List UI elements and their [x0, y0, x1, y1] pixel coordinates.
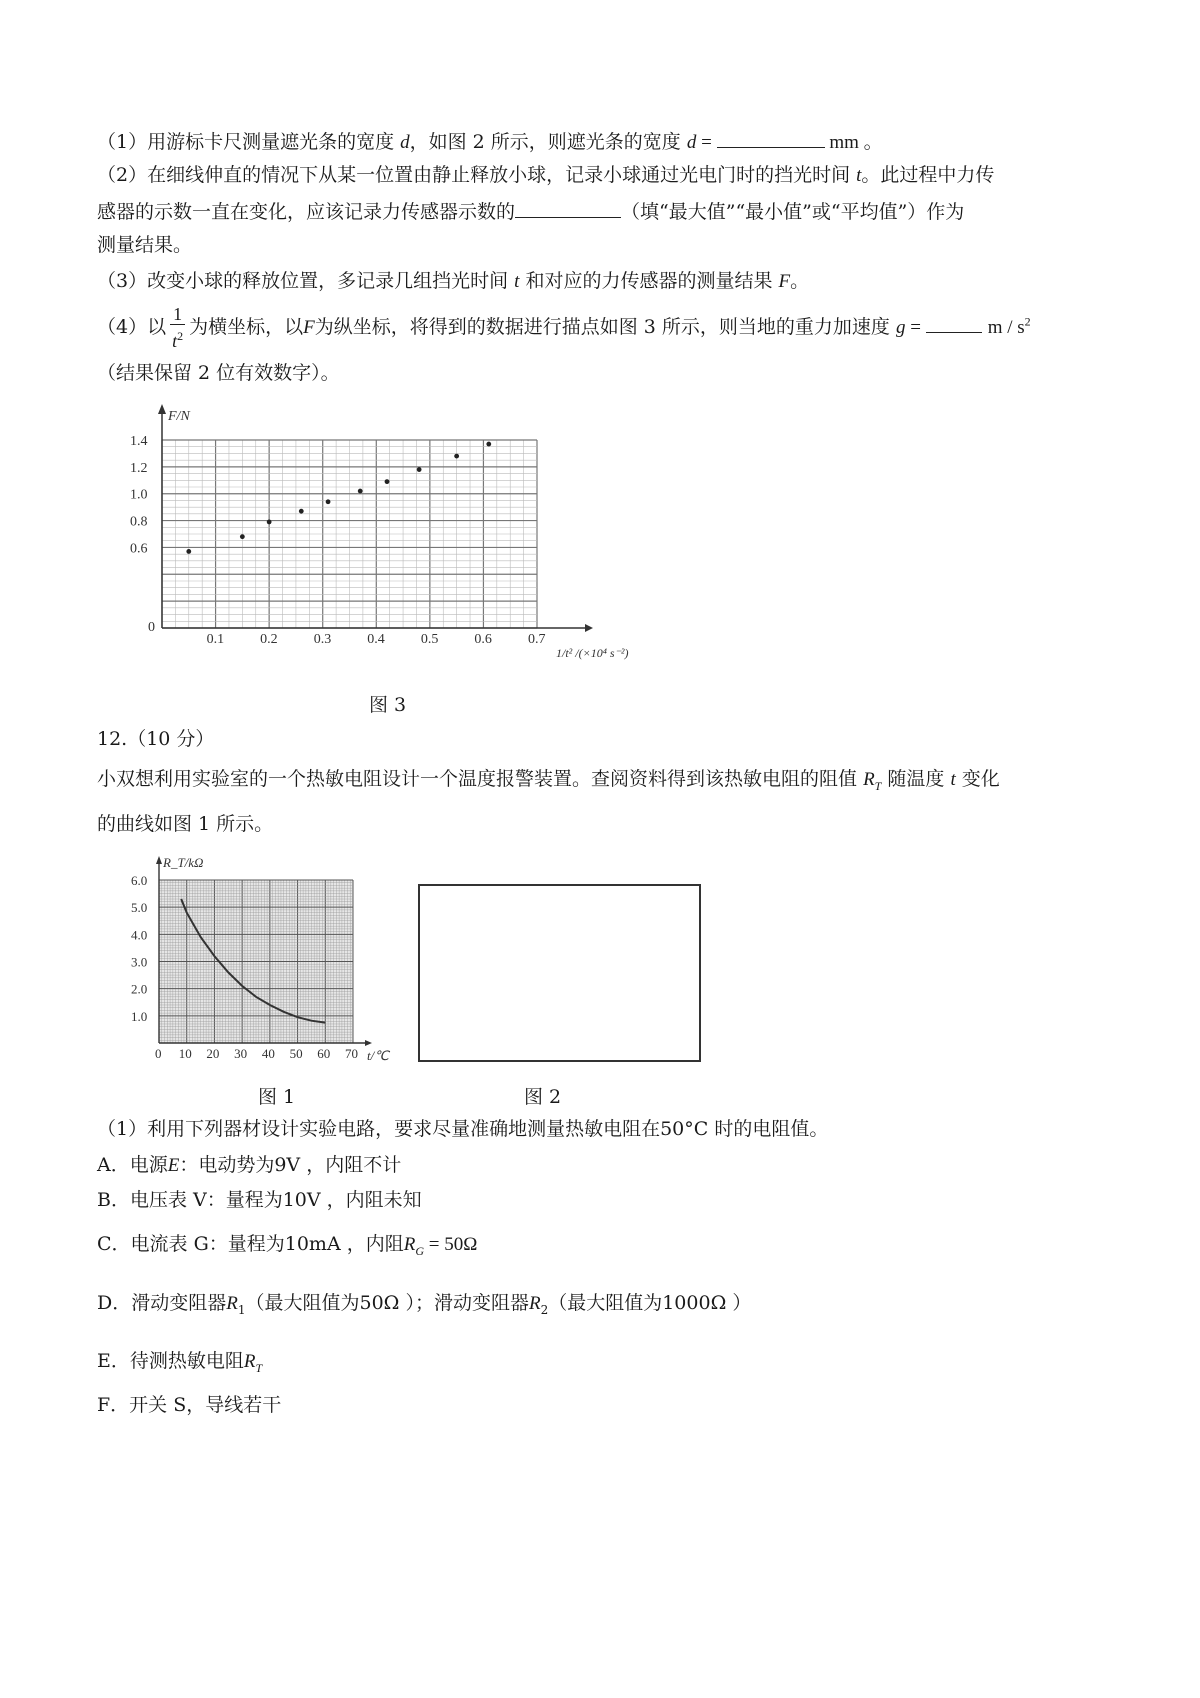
fig3-x-tick-label: 0.6	[474, 632, 492, 647]
q11-part3	[97, 269, 809, 294]
q11-part2-text: （2）在细线伸直的情况下从某一位置由静止释放小球，记录小球通过光电门时的挡光时间	[97, 164, 851, 186]
q11-part2-end2: （填“最大值”“最小值”或“平均值”）作为	[621, 201, 965, 223]
fig3-x-tick-label: 0.7	[528, 632, 546, 647]
fig3-y-tick-label: 1.0	[130, 487, 148, 503]
fig1-y-tick-label: 4.0	[131, 927, 148, 943]
q11-part4b-text: （结果保留 2 位有效数字）。	[97, 362, 340, 384]
fig1-x-tick-label: 50	[289, 1046, 303, 1061]
fig3-y-arrow	[158, 404, 166, 414]
var-R: R	[403, 1234, 416, 1255]
q11-part1	[97, 129, 883, 155]
figure-3-scatter-chart	[120, 400, 660, 670]
fig3-y-tick-label: 1.4	[130, 434, 148, 449]
fraction-den-t: t	[172, 331, 178, 351]
fig3-data-point	[326, 499, 331, 504]
option-b: B．电压表 V：量程为10V ，内阻未知	[97, 1189, 422, 1211]
q12-heading: 12.（10 分）	[97, 728, 215, 750]
var-R1: R	[226, 1293, 238, 1314]
fig3-x-tick-label: 0.3	[313, 632, 332, 647]
fig3-data-point	[486, 442, 491, 447]
option-c	[97, 1232, 477, 1263]
fig3-y-tick-label: 1.2	[130, 460, 148, 476]
q12-intro-line2: 的曲线如图 1 所示。	[97, 813, 274, 835]
var-t: t	[856, 165, 862, 186]
option-a	[97, 1153, 401, 1178]
var-R: R	[863, 769, 875, 790]
figure-1-resistance-curve	[127, 853, 402, 1066]
option-e-text: E．待测热敏电阻	[97, 1350, 244, 1372]
fig3-x-arrow	[585, 624, 593, 632]
option-d-end: （最大阻值为1000Ω ）	[548, 1292, 752, 1314]
fig1-y-axis-label: R_T/kΩ	[163, 855, 204, 870]
fig3-y-tick-label: 0.6	[130, 541, 148, 557]
var-F: F	[303, 317, 315, 338]
q11-part1-text: （1）用游标卡尺测量遮光条的宽度	[97, 131, 395, 153]
fig1-caption: 图 1	[258, 1086, 296, 1108]
fig3-data-point	[385, 479, 390, 484]
q11-part4	[97, 304, 1031, 352]
fig1-x-axis-label: t/℃	[367, 1048, 389, 1063]
fig1-x-tick-label: 70	[345, 1046, 358, 1061]
q11-part2-end: 。此过程中力传	[861, 164, 995, 186]
sub-T: T	[874, 778, 882, 793]
var-E: E	[167, 1155, 180, 1176]
var-d: d	[400, 132, 410, 153]
fig1-x-tick-label: 30	[234, 1046, 248, 1061]
answer-blank-d[interactable]	[717, 129, 825, 148]
q12-part1: （1）利用下列器材设计实验电路，要求尽量准确地测量热敏电阻在50°C 时的电阻值。	[97, 1118, 829, 1140]
fig3-x-tick-label: 0.1	[206, 632, 225, 647]
fig3-data-point	[417, 467, 422, 472]
fig3-y-axis-label: F/N	[168, 409, 190, 424]
fig3-data-point	[299, 509, 304, 514]
fig1-y-tick-label: 3.0	[131, 954, 148, 970]
unit-mm: mm 。	[824, 132, 883, 153]
sub-G: G	[415, 1243, 424, 1258]
fig1-x-tick-label: 10	[178, 1046, 192, 1061]
answer-blank-g[interactable]	[926, 314, 982, 333]
fig3-x-tick-label: 0.5	[420, 632, 439, 647]
option-d-text: D．滑动变阻器	[97, 1292, 227, 1314]
fig3-x-axis-label: 1/t² /(×10⁴ s⁻²)	[556, 646, 629, 660]
answer-blank-record[interactable]	[515, 199, 621, 218]
unit-exp: 2	[1024, 314, 1031, 329]
q11-part1-mid: ，如图 2 所示，则遮光条的宽度	[409, 131, 681, 153]
fraction-den-exp: 2	[177, 329, 184, 343]
fraction-numerator: 1	[170, 304, 185, 325]
var-t: t	[950, 769, 956, 790]
q11-part4-mid2: 为纵坐标，将得到的数据进行描点如图 3 所示，则当地的重力加速度	[314, 316, 890, 338]
option-c-text: C．电流表 G：量程为10mA ，内阻	[97, 1233, 404, 1255]
q11-part4b	[97, 361, 340, 385]
fig1-x-arrow	[365, 1040, 372, 1046]
sub-2: 2	[540, 1302, 549, 1317]
q11-part2-line1	[97, 163, 994, 188]
option-d	[97, 1291, 751, 1322]
fig3-caption: 图 3	[369, 694, 407, 716]
fig3-data-point	[358, 489, 363, 494]
q11-part4-mid1: 为横坐标，以	[189, 316, 304, 338]
fig1-x-tick-label: 20	[206, 1046, 220, 1061]
q11-part2-text3: 测量结果。	[97, 234, 193, 256]
q11-part3-end: 。	[790, 270, 810, 292]
fig3-data-point	[240, 534, 245, 539]
fig3-data-point	[186, 549, 191, 554]
equals-sign: =	[696, 132, 717, 153]
fig3-y-tick-label: 0.8	[130, 514, 148, 530]
fig3-x-tick-label: 0	[148, 620, 155, 635]
option-a-end: ：电动势为9V ，内阻不计	[179, 1154, 402, 1176]
fig1-y-tick-label: 5.0	[131, 900, 148, 916]
equals-sign: =	[905, 317, 926, 338]
q12-intro-mid: 随温度	[887, 768, 945, 790]
sub-T: T	[255, 1360, 263, 1375]
sub-1: 1	[237, 1302, 246, 1317]
option-e	[97, 1349, 262, 1380]
var-t: t	[514, 271, 520, 292]
q12-intro-end: 变化	[961, 768, 1000, 790]
fig1-x-tick-label: 40	[261, 1046, 275, 1061]
var-g: g	[895, 317, 906, 338]
fig3-x-tick-label: 0.2	[260, 632, 278, 647]
q11-part2-text2: 感器的示数一直在变化，应该记录力传感器示数的	[97, 201, 516, 223]
q12-intro-line1	[97, 767, 1000, 798]
fig2-caption: 图 2	[524, 1086, 562, 1108]
option-d-mid: （最大阻值为50Ω ）；滑动变阻器	[245, 1292, 529, 1314]
q11-part3-text: （3）改变小球的释放位置，多记录几组挡光时间	[97, 270, 509, 292]
var-R2: R	[528, 1293, 541, 1314]
var-R: R	[243, 1351, 256, 1372]
option-c-end: = 50Ω	[424, 1234, 478, 1255]
option-f: F．开关 S，导线若干	[97, 1394, 282, 1416]
fig1-y-tick-label: 2.0	[131, 981, 148, 997]
q11-part3-mid: 和对应的力传感器的测量结果	[525, 270, 773, 292]
var-F: F	[778, 271, 791, 292]
q12-intro-text: 小双想利用实验室的一个热敏电阻设计一个温度报警装置。查阅资料得到该热敏电阻的阻值	[97, 768, 858, 790]
unit-ms2: m / s	[987, 317, 1025, 338]
fig1-x-tick-label: 60	[317, 1046, 331, 1061]
fraction-denominator	[170, 325, 185, 352]
q11-part2-line2	[97, 199, 964, 224]
option-a-text: A．电源	[97, 1154, 168, 1176]
fig3-x-tick-label: 0.4	[367, 632, 385, 647]
fraction-one-over-t-squared	[170, 304, 185, 352]
fig3-data-point	[454, 454, 459, 459]
fig1-y-arrow	[156, 856, 162, 864]
fig1-y-tick-label: 1.0	[131, 1008, 148, 1024]
q11-part4-prefix: （4）以	[97, 316, 167, 338]
fig3-data-point	[267, 520, 272, 525]
fig1-x-tick-label: 0	[155, 1046, 162, 1061]
figure-2-circuit-box	[418, 884, 701, 1062]
var-d: d	[686, 132, 697, 153]
fig1-y-tick-label: 6.0	[131, 873, 148, 888]
q11-part2-line3	[97, 233, 192, 257]
